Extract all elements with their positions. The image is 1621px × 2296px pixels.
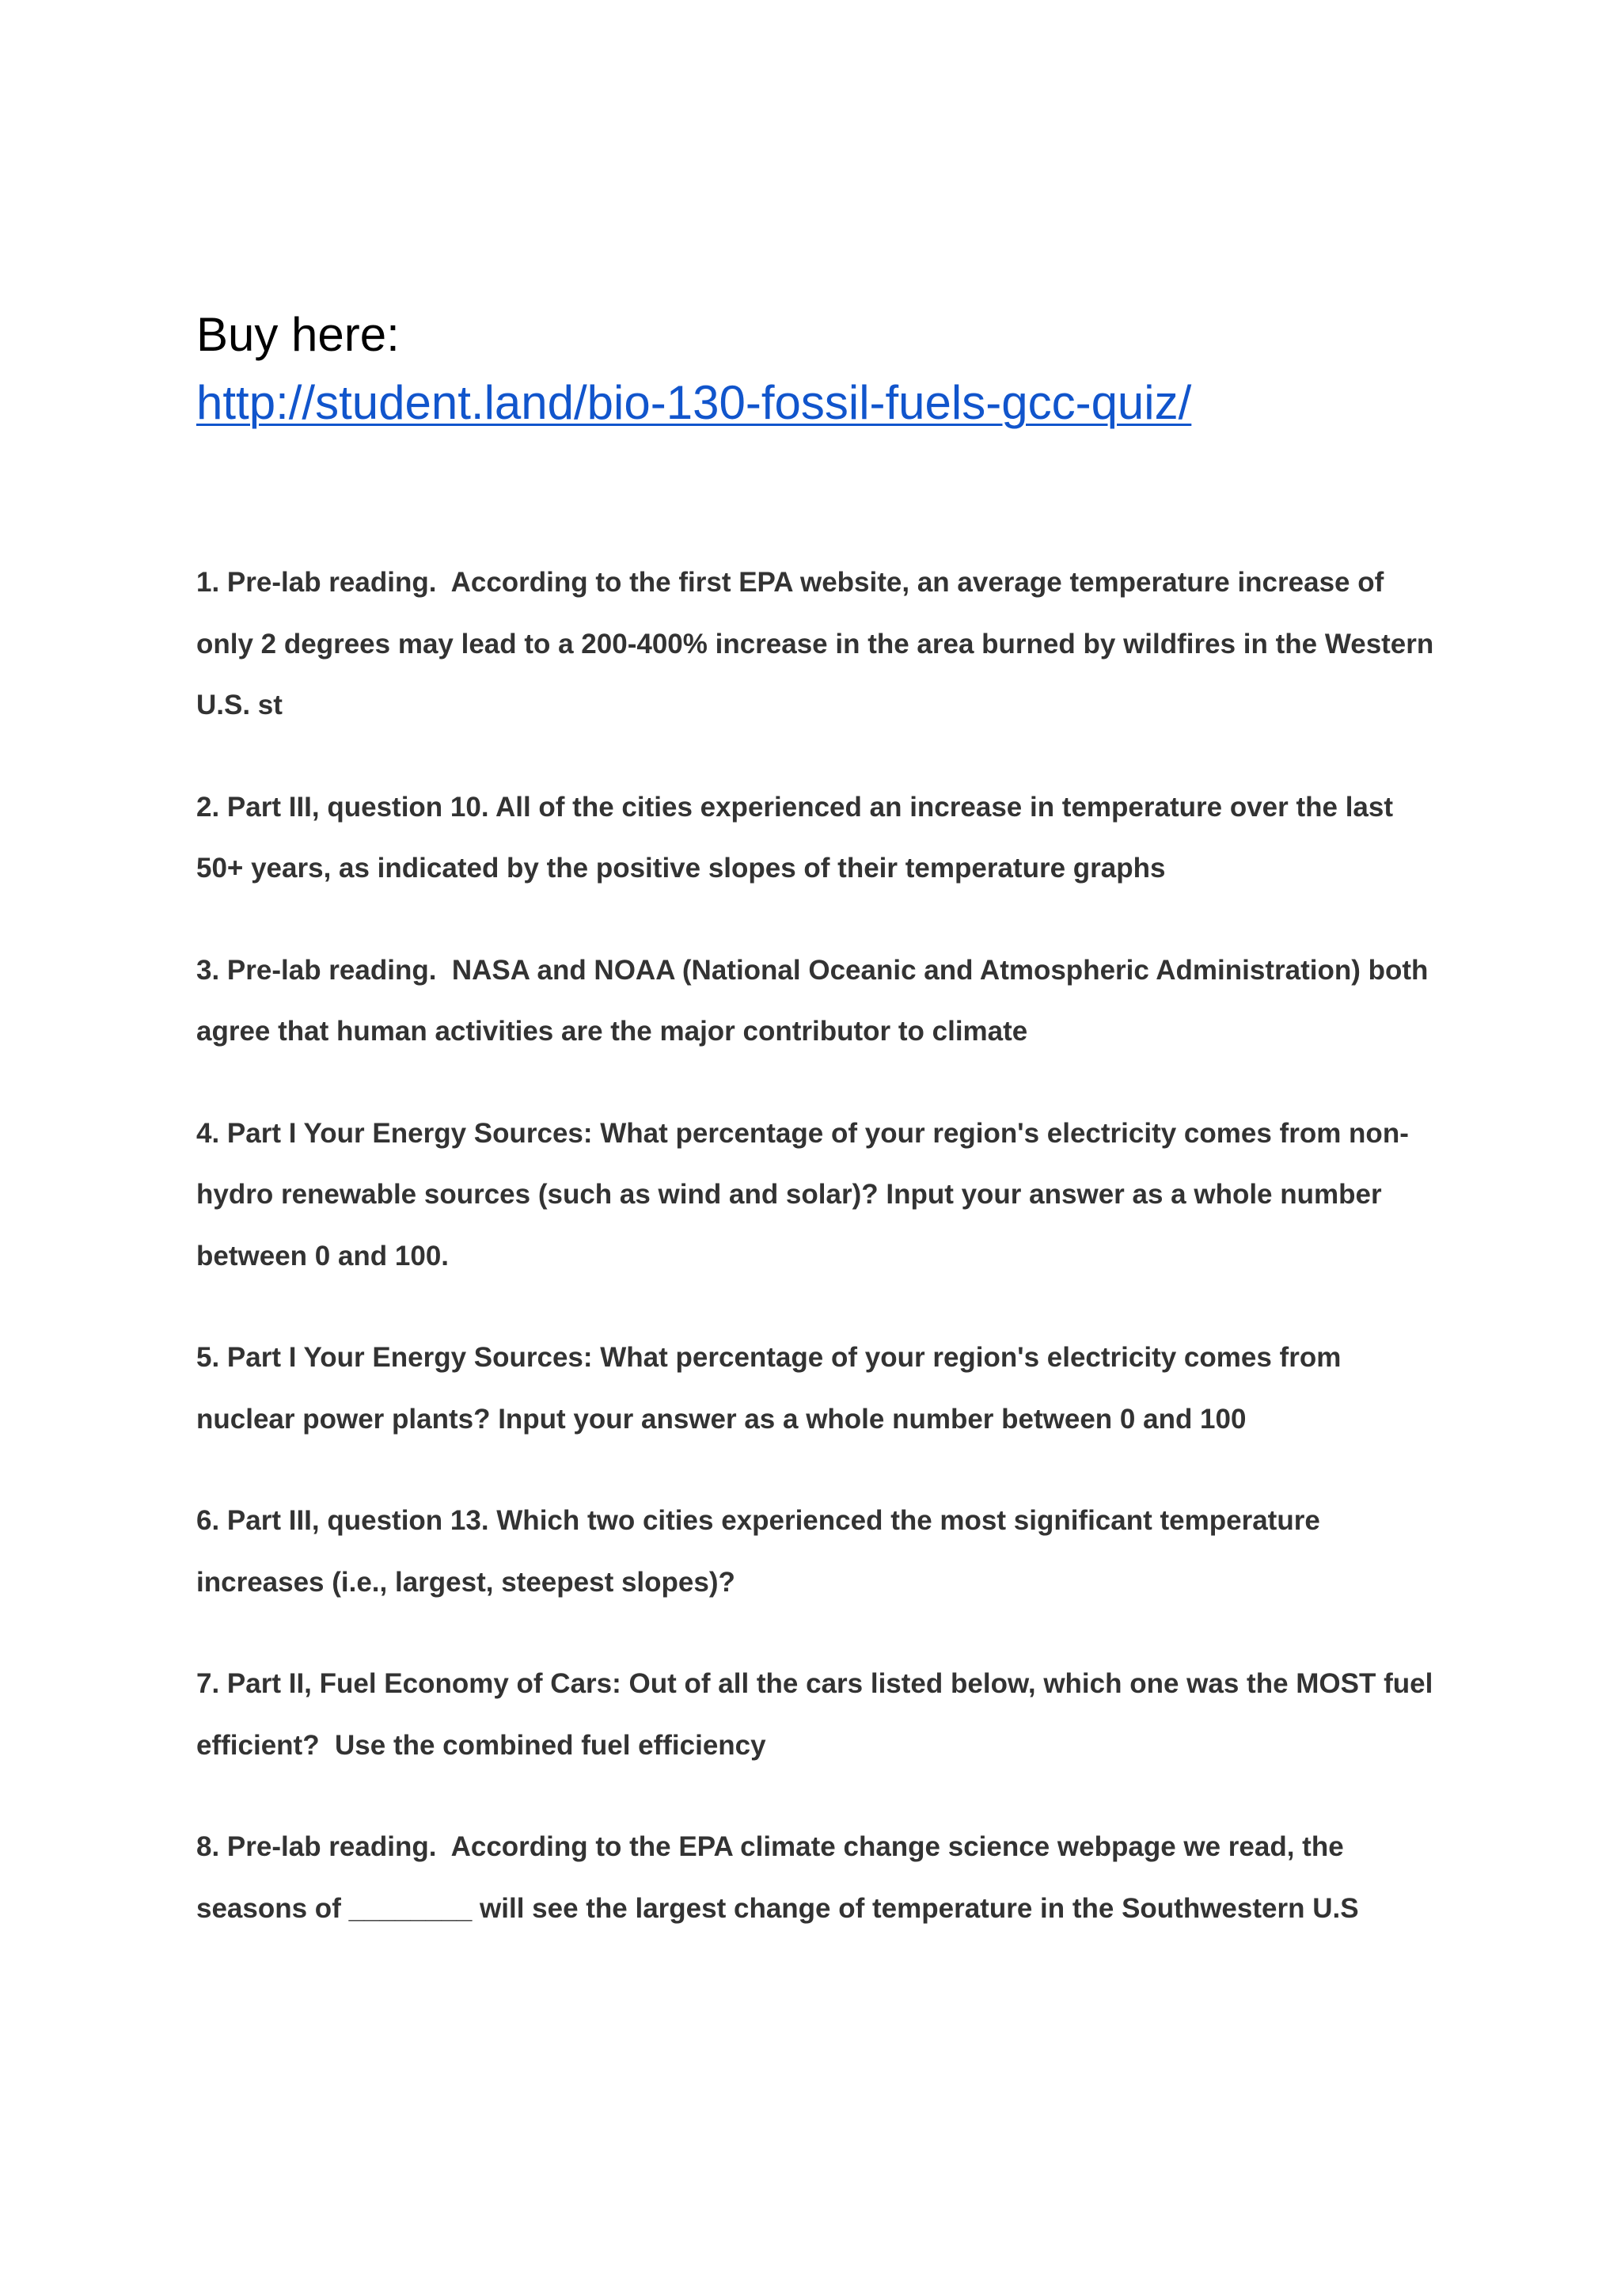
question-list [196, 552, 1442, 1979]
question-item-3: 3. Pre-lab reading. NASA and NOAA (National Oceanic and Atmospheric Administration) both agree that human activities are the major contributor to climate [196, 954, 1437, 1047]
question-item-8: 8. Pre-lab reading. According to the EPA climate change science webpage we read, the seasons of ________ will see the largest change of temperature in the Southwestern U.S [196, 1831, 1359, 1924]
question-item-5: 5. Part I Your Energy Sources: What percentage of your region's electricity comes from nuclear power plants? Input your answer as a whole number between 0 and 100 [196, 1342, 1350, 1435]
buy-label: Buy here: [196, 308, 400, 361]
question-item-1: 1. Pre-lab reading. According to the first EPA website, an average temperature increase of only 2 degrees may lead to a 200-400% increase in the area burned by wildfires in the Western U.S. st [196, 567, 1442, 720]
question-item-6: 6. Part III, question 13. Which two cities experienced the most significant temperature increases (i.e., largest, steepest slopes)? [196, 1505, 1328, 1598]
question-item-7: 7. Part II, Fuel Economy of Cars: Out of all the cars listed below, which one was the MOST fuel efficient? Use the combined fuel efficiency [196, 1668, 1441, 1761]
question-item-4: 4. Part I Your Energy Sources: What percentage of your region's electricity comes from non-hydro renewable sources (such as wind and solar)? Input your answer as a whole number between 0 and 100. [196, 1117, 1409, 1272]
purchase-link[interactable]: http://student.land/bio-130-fossil-fuels-gcc-quiz/ [196, 376, 1192, 429]
buy-heading [196, 301, 1542, 437]
question-item-2: 2. Part III, question 10. All of the cities experienced an increase in temperature over the last 50+ years, as indicated by the positive slopes of their temperature graphs [196, 791, 1401, 884]
